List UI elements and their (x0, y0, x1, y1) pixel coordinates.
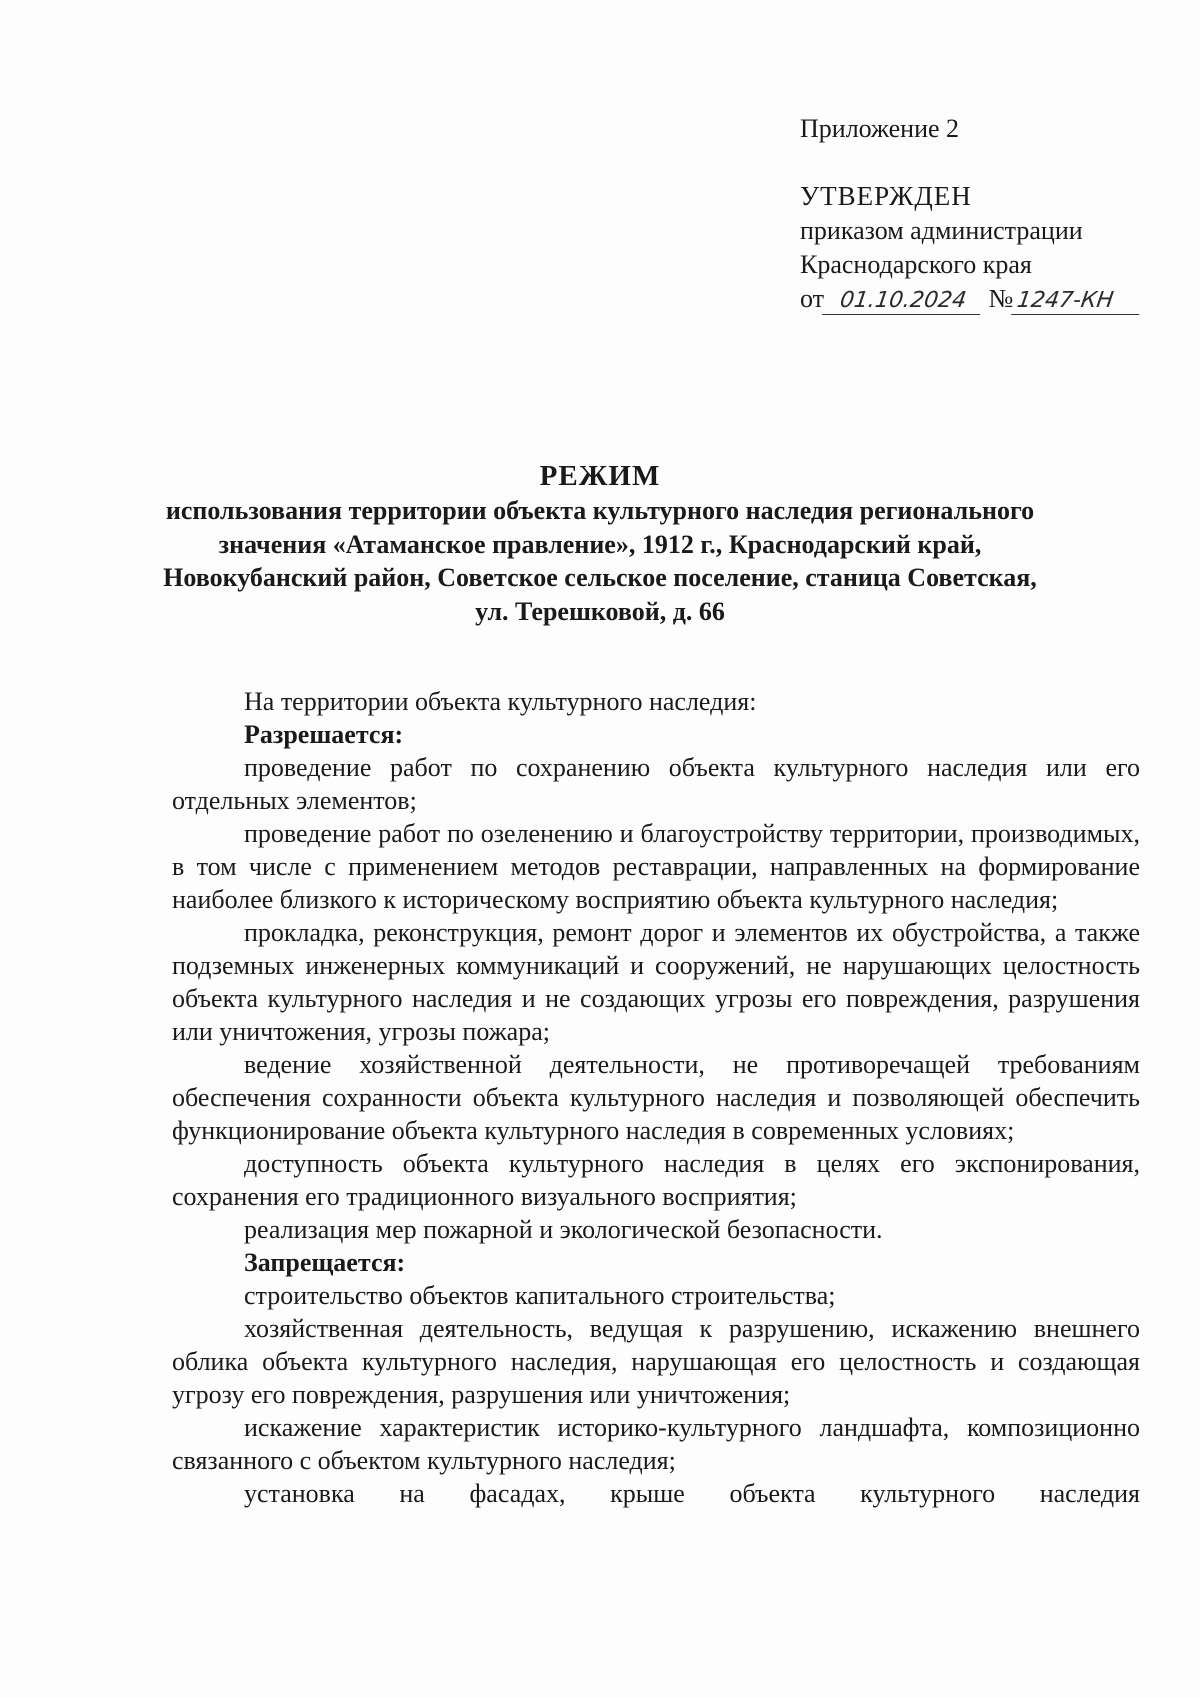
allowed-item: проведение работ по озеленению и благоустройству территории, производимых, в том числе с применением методов реставрации, направленных на формирование наиболее близкого к историческому восприятию объекта культурного наследия; (172, 819, 1140, 914)
annex-label: Приложение 2 (800, 114, 960, 143)
handwritten-date: 01.10.2024 (822, 288, 984, 315)
allowed-item: реализация мер пожарной и экологической безопасности. (244, 1215, 883, 1244)
intro-paragraph: На территории объекта культурного наследия: (244, 687, 757, 716)
approved-label: УТВЕРЖДЕН (800, 181, 972, 211)
document-body (172, 685, 1140, 1510)
number-sign: № (988, 284, 1014, 313)
document-title: РЕЖИМ (539, 460, 661, 492)
approval-line-1: приказом администрации (800, 216, 1083, 245)
allowed-item: доступность объекта культурного наследия в целях его экспонирования, сохранения его традиционного визуального восприятия; (172, 1149, 1140, 1211)
prohibited-item: хозяйственная деятельность, ведущая к разрушению, искажению внешнего облика объекта культурного наследия, нарушающая его целостность и создающая угрозу его повреждения, разрушения или уничтожения; (172, 1314, 1140, 1409)
prohibited-heading: Запрещается: (244, 1248, 406, 1277)
allowed-item: проведение работ по сохранению объекта культурного наследия или его отдельных элементов; (172, 753, 1140, 815)
handwritten-number: 1247-КН (1011, 288, 1143, 315)
allowed-item: прокладка, реконструкция, ремонт дорог и элементов их обустройства, а также подземных инженерных коммуникаций и сооружений, не нарушающих целостность объекта культурного наследия и не создающих угрозы его повреждения, разрушения или уничтожения, угрозы пожара; (172, 918, 1140, 1046)
prohibited-item: искажение характеристик историко-культурного ландшафта, композиционно связанного с объектом культурного наследия; (172, 1413, 1140, 1475)
date-prefix: от (800, 284, 825, 313)
allowed-item: ведение хозяйственной деятельности, не противоречащей требованиям обеспечения сохранности объекта культурного наследия и позволяющей обеспечить функционирование объекта культурного наследия в современных условиях; (172, 1050, 1140, 1145)
prohibited-item: строительство объектов капитального строительства; (244, 1281, 836, 1310)
document-subtitle: использования территории объекта культурного наследия регионального значения «Атаманское правление», 1912 г., Краснодарский край, Новокубанский район, Советское сельское поселение, станица Советская, ул. Терешковой, д. 66 (163, 496, 1037, 626)
document-title-block (160, 458, 1040, 628)
prohibited-item: установка на фасадах, крыше объекта культурного наследия (244, 1479, 1140, 1508)
approval-stamp-block (800, 112, 1180, 316)
allowed-heading: Разрешается: (244, 720, 404, 749)
approval-line-2: Краснодарского края (800, 250, 1032, 279)
approval-date-line (800, 282, 1180, 316)
